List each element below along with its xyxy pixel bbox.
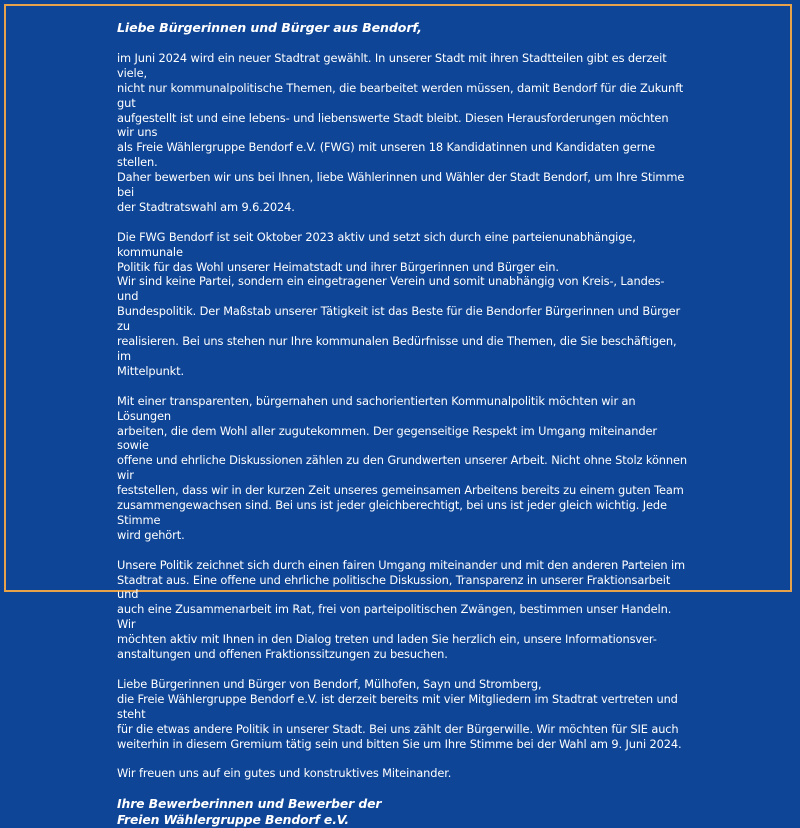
paragraph-intro: im Juni 2024 wird ein neuer Stadtrat gewählt. In unserer Stadt mit ihren Stadtteilen gibt es derzeit viele, nicht nur kommunalpolitische Themen, die bearbeitet werden müssen, damit Bendorf für die Zukunft gut aufgestellt ist und eine lebens- und liebenswerte Stadt bleibt. Diesen Herausforderungen möchten wir uns als Freie Wählergruppe Bendorf e.V. (FWG) mit unseren 18 Kandidatinnen und Kandidaten gerne stellen. Daher bewerben wir uns bei Ihnen, liebe Wählerinnen und Wähler der Stadt Bendorf, um Ihre Stimme bei der Stadtratswahl am 9.6.2024. [117, 50, 685, 214]
paragraph-politics: Unsere Politik zeichnet sich durch einen fairen Umgang miteinander und mit den anderen Parteien im Stadtrat aus. Eine offene und ehrliche politische Diskussion, Transparenz in unserer Fraktionsarbeit und auch eine Zusammenarbeit im Rat, frei von parteipolitischen Zwängen, bestimmen unser Handeln. Wir möchten aktiv mit Ihnen in den Dialog treten und laden Sie herzlich ein, unsere Informationsver- anstaltungen und offenen Fraktionssitzungen zu besuchen. [117, 557, 685, 662]
paragraph-about-fwg: Die FWG Bendorf ist seit Oktober 2023 aktiv und setzt sich durch eine parteienunabhängige, kommunale Politik für das Wohl unserer Heimatstadt und ihrer Bürgerinnen und Bürger ein. Wir sind keine Partei, sondern ein eingetragener Verein und somit unabhängig von Kreis-, Landes- und Bundespolitik. Der Maßstab unserer Tätigkeit ist das Beste für die Bendorfer Bürgerinnen und Bürger zu realisieren. Bei uns stehen nur Ihre kommunalen Bedürfnisse und die Themen, die Sie beschäftigen, im Mittelpunkt. [117, 229, 681, 378]
paragraph-appeal: Liebe Bürgerinnen und Bürger von Bendorf, Mülhofen, Sayn und Stromberg, die Freie Wählergruppe Bendorf e.V. ist derzeit bereits mit vier Mitgliedern im Stadtrat vertreten und steht für die etwas andere Politik in unserer Stadt. Bei uns zählt der Bürgerwille. Wir möchten für SIE auch weiterhin in diesem Gremium tätig sein und bitten Sie um Ihre Stimme bei der Wahl am 9. Juni 2024. [117, 676, 682, 751]
letter-greeting: Liebe Bürgerinnen und Bürger aus Bendorf, [117, 20, 422, 35]
letter-signature [117, 796, 687, 828]
signature-line-2: Freien Wählergruppe Bendorf e.V. [117, 812, 349, 828]
paragraph-closing: Wir freuen uns auf ein gutes und konstruktives Miteinander. [117, 766, 452, 781]
paragraph-values: Mit einer transparenten, bürgernahen und sachorientierten Kommunalpolitik möchten wir an Lösungen arbeiten, die dem Wohl aller zugutekommen. Der gegenseitige Respekt im Umgang miteinander sowie offene und ehrliche Diskussionen zählen zu den Grundwerten unserer Arbeit. Nicht ohne Stolz können wir feststellen, dass wir in der kurzen Zeit unseres gemeinsamen Arbeitens bereits zu einem guten Team zusammengewachsen sind. Bei uns ist jeder gleichberechtigt, bei uns ist jeder gleich wichtig. Jede Stimme wird gehört. [117, 393, 687, 542]
letter-body [117, 21, 687, 828]
signature-line-1: Ihre Bewerberinnen und Bewerber der [117, 796, 382, 812]
